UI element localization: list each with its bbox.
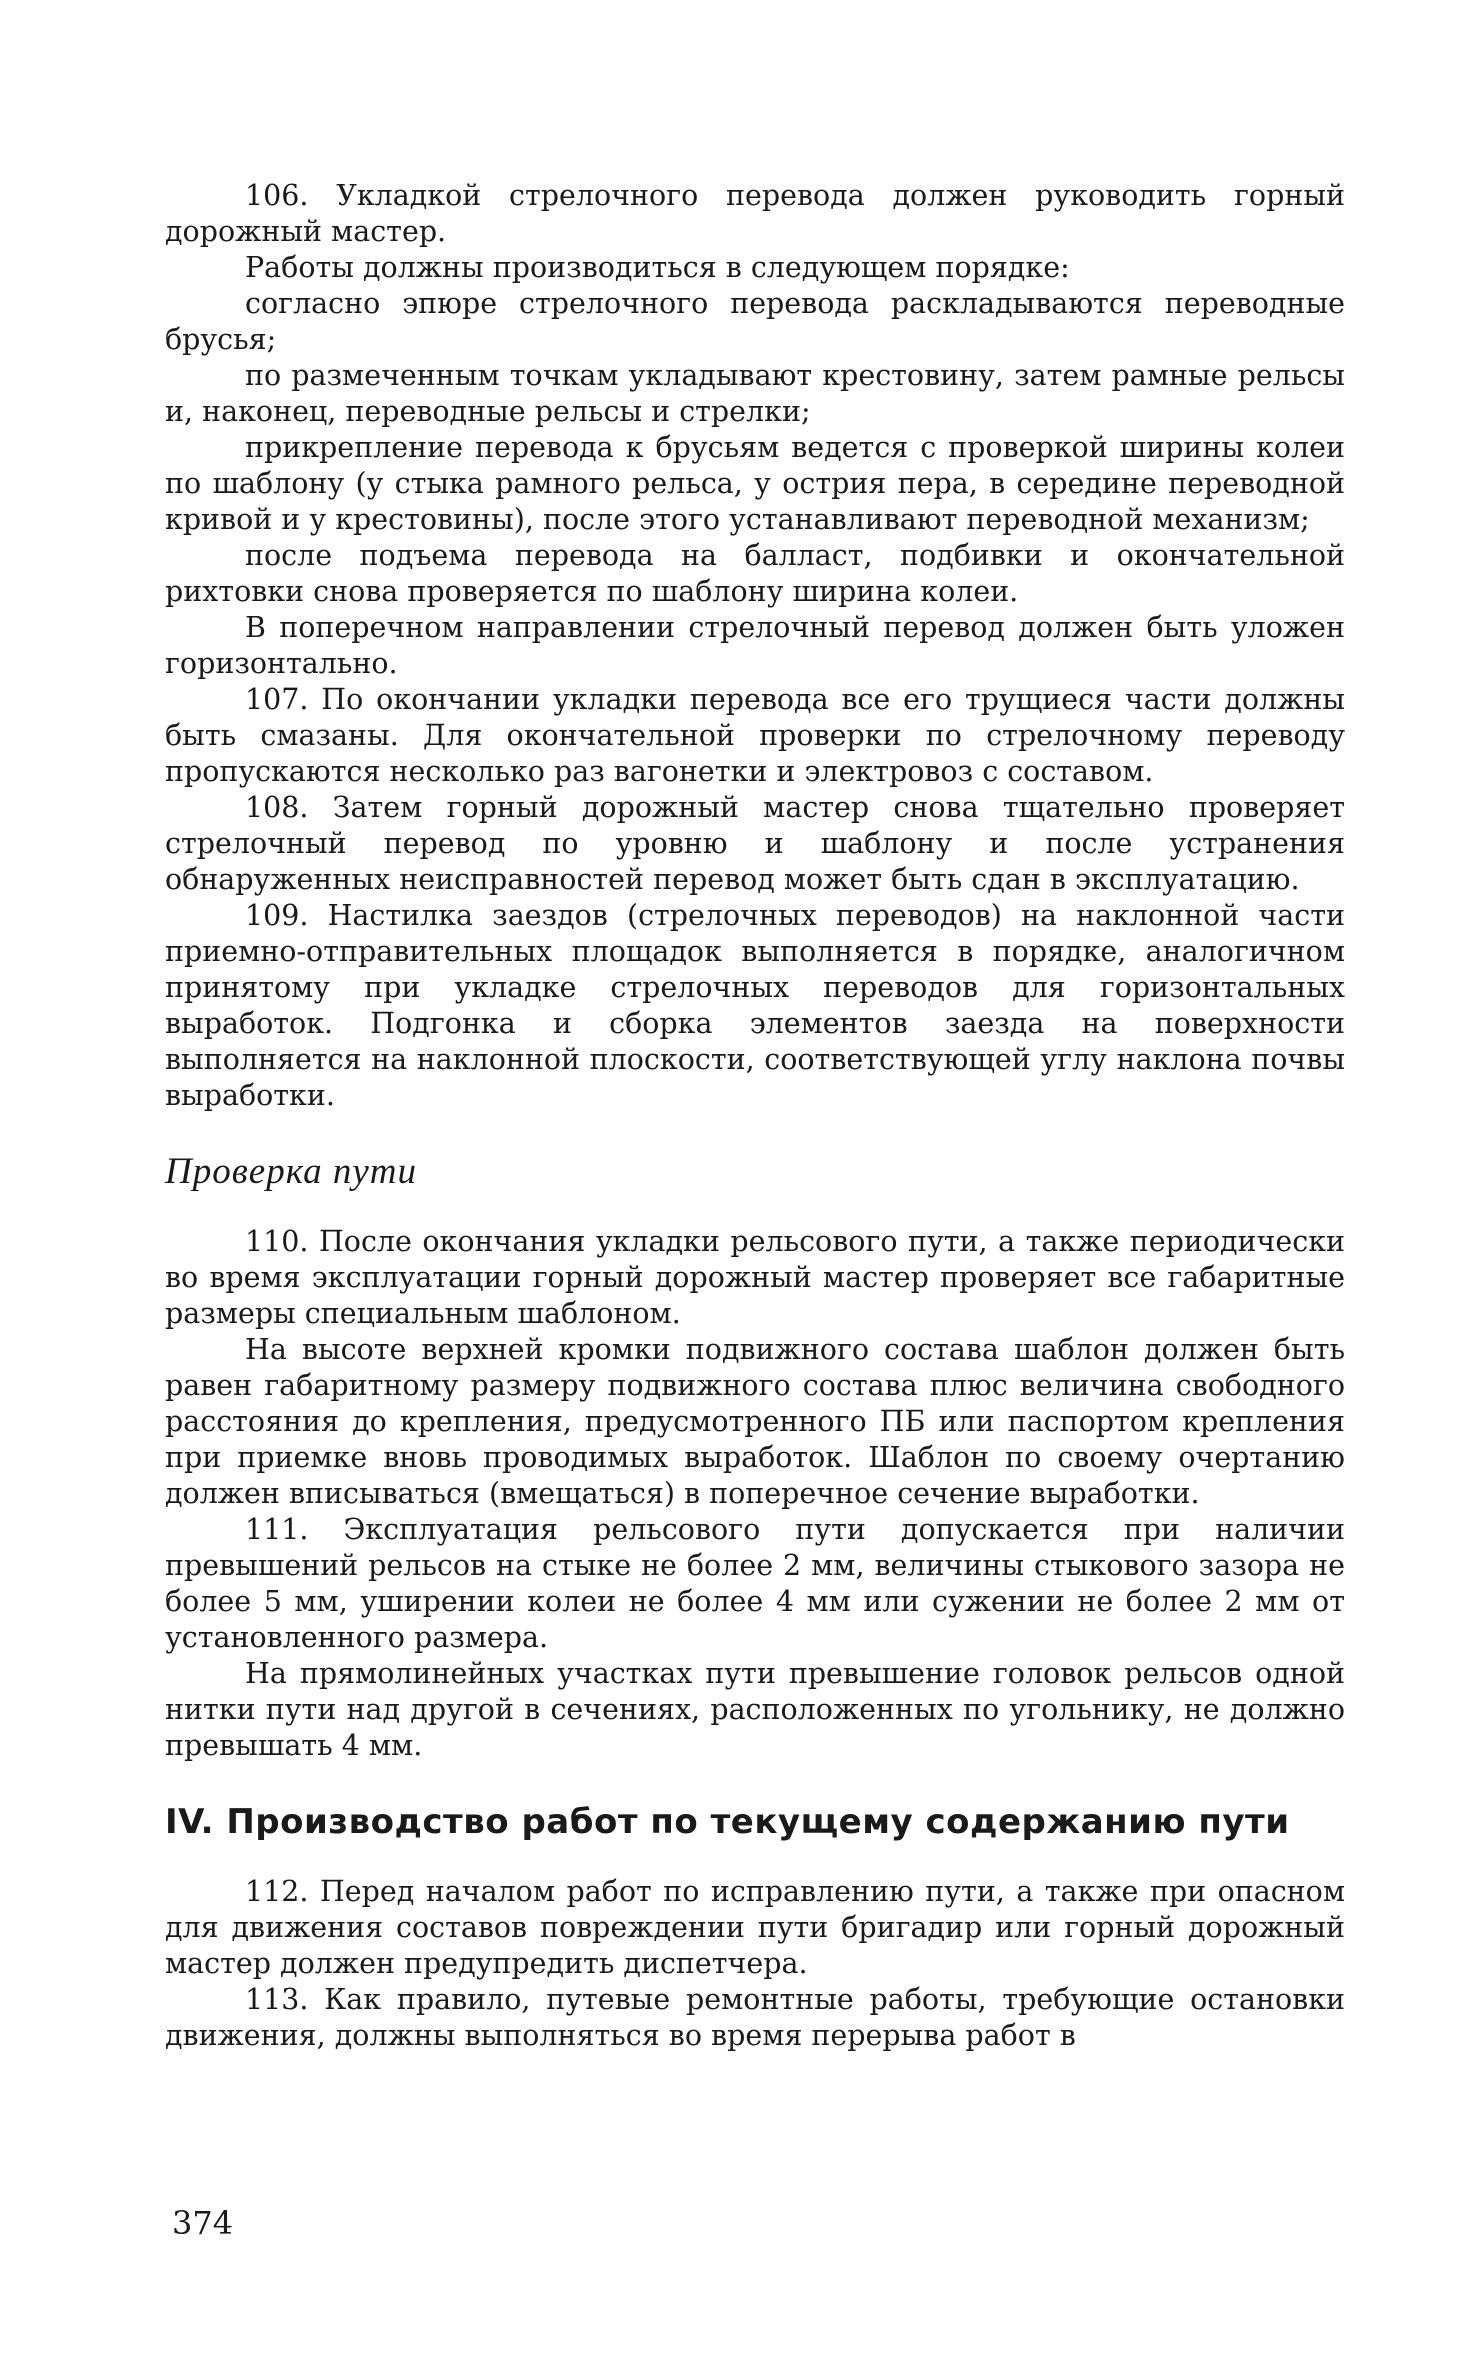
paragraph-106-order: Работы должны производиться в следующем порядке: <box>245 251 1070 284</box>
paragraph-106-step-4: после подъема перевода на балласт, подбивки и окончательной рихтовки снова проверяется по шаблону ширина колеи. <box>165 539 1345 608</box>
paragraph-107: 107. По окончании укладки перевода все его трущиеся части должны быть смазаны. Для окончательной проверки по стрелочному переводу пропускаются несколько раз вагонетки и электровоз с составом. <box>165 683 1345 788</box>
paragraph-106-note: В поперечном направлении стрелочный перевод должен быть уложен горизонтально. <box>165 611 1345 680</box>
section-heading: IV. Производство работ по текущему содержанию пути <box>165 1802 1290 1842</box>
paragraph-109: 109. Настилка заездов (стрелочных переводов) на наклонной части приемно-отправительных площадок выполняется в порядке, аналогичном принятому при укладке стрелочных переводов для горизонтальных выработок. Подгонка и сборка элементов заезда на поверхности выполняется на наклонной плоскости, соответствующей углу наклона почвы выработки. <box>165 899 1345 1112</box>
paragraph-106-step-3: прикрепление перевода к брусьям ведется с проверкой ширины колеи по шаблону (у стыка рамного рельса, у острия пера, в середине переводной кривой и у крестовины), после этого устанавливают переводной механизм; <box>165 431 1345 536</box>
paragraph-106-step-2: по размеченным точкам укладывают крестовину, затем рамные рельсы и, наконец, переводные рельсы и стрелки; <box>165 359 1345 428</box>
paragraph-106-step-1: согласно эпюре стрелочного перевода раскладываются переводные брусья; <box>165 287 1345 356</box>
paragraph-110-template: На высоте верхней кромки подвижного состава шаблон должен быть равен габаритному размеру подвижного состава плюс величина свободного расстояния до крепления, предусмотренного ПБ или паспортом крепления при приемке вновь проводимых выработок. Шаблон по своему очертанию должен вписываться (вмещаться) в поперечное сечение выработки. <box>165 1333 1345 1510</box>
paragraph-110: 110. После окончания укладки рельсового пути, а также периодически во время эксплуатации горный дорожный мастер проверяет все габаритные размеры специальным шаблоном. <box>165 1225 1345 1330</box>
page-number: 374 <box>172 2204 234 2242</box>
paragraph-112: 112. Перед началом работ по исправлению пути, а также при опасном для движения составов повреждении пути бригадир или горный дорожный мастер должен предупредить диспетчера. <box>165 1875 1345 1980</box>
page-content <box>165 178 1345 2054</box>
paragraph-113: 113. Как правило, путевые ремонтные работы, требующие остановки движения, должны выполняться во время перерыва работ в <box>165 1983 1345 2052</box>
paragraph-111-straight: На прямолинейных участках пути превышение головок рельсов одной нитки пути над другой в сечениях, расположенных по угольнику, не должно превышать 4 мм. <box>165 1657 1345 1762</box>
paragraph-106: 106. Укладкой стрелочного перевода должен руководить горный дорожный мастер. <box>165 179 1345 248</box>
paragraph-108: 108. Затем горный дорожный мастер снова тщательно проверяет стрелочный перевод по уровню и шаблону и после устранения обнаруженных неисправностей перевод может быть сдан в эксплуатацию. <box>165 791 1345 896</box>
subsection-heading: Проверка пути <box>165 1151 417 1192</box>
paragraph-111: 111. Эксплуатация рельсового пути допускается при наличии превышений рельсов на стыке не более 2 мм, величины стыкового зазора не более 5 мм, уширении колеи не более 4 мм или сужении не более 2 мм от установленного размера. <box>165 1513 1345 1654</box>
